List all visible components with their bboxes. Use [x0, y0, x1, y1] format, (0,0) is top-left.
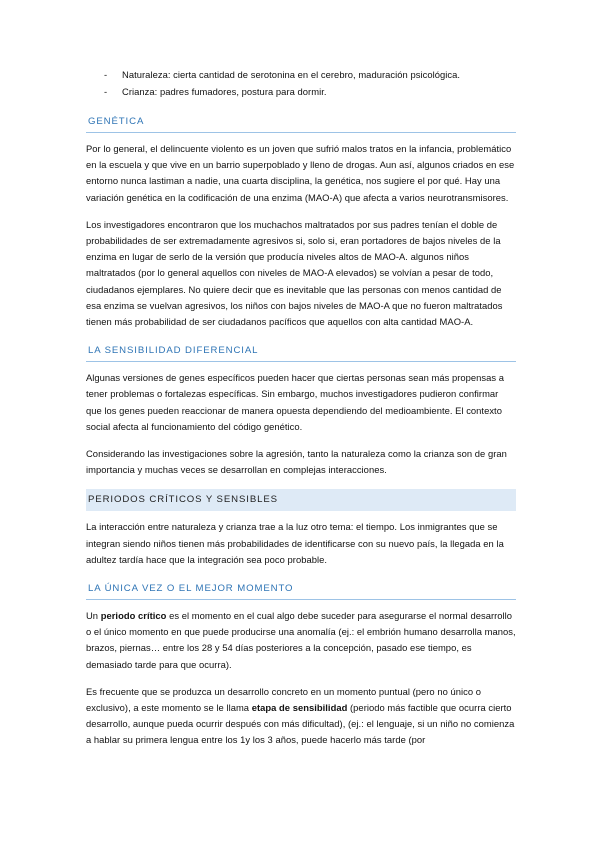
paragraph-text: (periodo más factible que ocurra cierto desarrollo, aunque pueda ocurrir después con más dificultad), (ej.: el lenguaje, si un niño no comienza a hablar su primera lengua entre los 1y los 3 años, puede hacerlo más tarde (por: [86, 702, 515, 746]
bullet-dash: -: [104, 69, 108, 80]
bullet-item: [86, 83, 516, 100]
bullet-text: Crianza: padres fumadores, postura para dormir.: [122, 86, 327, 97]
paragraph: Los investigadores encontraron que los muchachos maltratados por sus padres tenían el doble de probabilidades de ser extremadamente agresivos si, solo si, eran portadores de bajos niveles de la enzima en lugar de serlo de la versión que producía niveles altos de MAO-A. algunos niños maltratados (por lo general aquellos con niveles de MAO-A elevados) se volvían a pesar de todo, ciudadanos ejemplares. No quiere decir que es inevitable que las personas con menos cantidad de esa enzima se vuelvan agresivos, los niños con bajos niveles de MAO-A que no fueron maltratados tienen más probabilidad de ser ciudadanos pacíficos que aquellos con alta cantidad MAO-A.: [86, 218, 503, 328]
bullet-item: [86, 66, 516, 83]
bullet-list: [86, 66, 516, 100]
paragraph: Por lo general, el delincuente violento es un joven que sufrió malos tratos en la infancia, problemático en la escuela y que vive en un barrio superpoblado y lleno de drogas. Aun así, algunos criados en ese entorno nunca lastiman a nadie, una cuarta disciplina, la genética, nos sugiere el por qué. Hay una variación genética en la codificación de una enzima (MAO-A) que afecta a varios neurotransmisores.: [86, 143, 515, 203]
bullet-text: Naturaleza: cierta cantidad de serotonina en el cerebro, maduración psicológica.: [122, 69, 461, 80]
section-heading-periodos: PERIODOS CRÍTICOS Y SENSIBLES: [86, 489, 516, 511]
section-heading-sensibilidad: LA SENSIBILIDAD DIFERENCIAL: [86, 341, 516, 362]
paragraph: Considerando las investigaciones sobre la agresión, tanto la naturaleza como la crianza son de gran importancia y muchas veces se desarrollan en complejas interacciones.: [86, 448, 507, 476]
section-heading-genetica: GENÉTICA: [86, 112, 516, 133]
paragraph: La interacción entre naturaleza y crianza trae a la luz otro tema: el tiempo. Los inmigrantes que se integran siendo niños tienen más probabilidades de identificarse con su nuevo país, la llegada en la adultez tardía hace que la integración sea poco probable.: [86, 521, 504, 565]
paragraph-text: Un: [86, 610, 101, 622]
bold-term: periodo crítico: [100, 610, 167, 622]
paragraph-text: es el momento en el cual algo debe suceder para asegurarse el normal desarrollo o el único momento en que puede producirse una anomalía (ej.: el embrión humano desarrolla manos, brazos, piernas… entre los 28 y 54 días posteriores a la concepción, pasado ese tiempo, es demasiado tarde para que ocurra).: [86, 610, 516, 670]
document-page: [86, 66, 516, 760]
section-heading-unica: LA ÚNICA VEZ O EL MEJOR MOMENTO: [86, 579, 516, 600]
paragraph: Algunas versiones de genes específicos pueden hacer que ciertas personas sean más propensas a tener problemas o fortalezas específicas. Sin embargo, muchos investigadores pudieron confirmar que los genes pueden reaccionar de manera opuesta dependiendo del medioambiente. El contexto social afecta al funcionamiento del código genético.: [86, 372, 505, 432]
paragraph-etapa-sensibilidad: [86, 684, 516, 749]
bullet-dash: -: [104, 86, 108, 97]
paragraph-text: Es frecuente que se produzca un desarrollo concreto en un momento puntual (pero no único o exclusivo), a este momento se le llama: [86, 685, 481, 714]
bold-term: etapa de sensibilidad: [251, 702, 348, 714]
paragraph-periodo-critico: [86, 608, 516, 673]
